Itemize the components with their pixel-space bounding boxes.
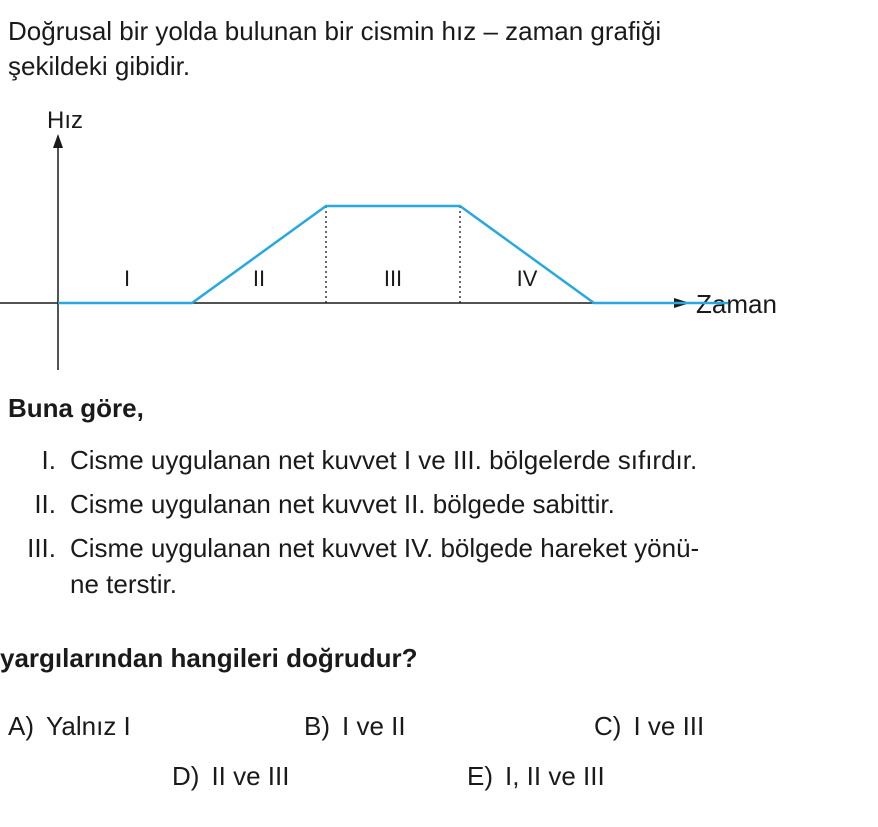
choice-d-letter: D) (172, 761, 200, 791)
choice-a[interactable] (8, 711, 131, 742)
intro-line-1: Doğrusal bir yolda bulunan bir cismin hız – zaman grafiği (8, 16, 662, 46)
statement-3-number: III. (27, 533, 56, 563)
statements-list (0, 443, 878, 599)
choice-b-letter: B) (304, 711, 330, 741)
choice-e[interactable] (467, 761, 605, 792)
statement-3-text: Cisme uygulanan net kuvvet IV. bölgede hareket yönü- (70, 533, 700, 563)
statement-3 (0, 531, 878, 599)
question-prompt: yargılarından hangileri doğrudur? (0, 643, 418, 673)
choice-c-letter: C) (594, 711, 622, 741)
choice-c[interactable] (594, 711, 704, 742)
region-label-1: I (123, 266, 131, 291)
region-label-4: IV (516, 266, 538, 291)
region-label-3: III (383, 266, 403, 291)
choice-a-letter: A) (8, 711, 34, 741)
statement-2-number: II. (34, 489, 56, 519)
choice-d-text: II ve III (211, 761, 290, 791)
choice-e-text: I, II ve III (505, 761, 605, 791)
y-axis-arrow (53, 134, 63, 148)
choice-b-text: I ve II (342, 711, 406, 741)
statement-2 (0, 487, 878, 522)
velocity-time-chart (0, 100, 878, 380)
statement-1-number: I. (41, 445, 56, 475)
buna-gore-heading: Buna göre, (8, 393, 144, 423)
y-axis-label: Hız (47, 107, 83, 134)
statement-1 (0, 443, 878, 478)
choice-d[interactable] (172, 761, 289, 792)
choice-c-text: I ve III (633, 711, 705, 741)
question-intro (8, 14, 858, 84)
choice-e-letter: E) (467, 761, 493, 791)
region-label-2: II (252, 266, 266, 291)
choice-a-text: Yalnız I (46, 711, 131, 741)
intro-line-2: şekildeki gibidir. (8, 51, 191, 81)
choice-b[interactable] (304, 711, 406, 742)
x-axis-label: Zaman (696, 289, 777, 319)
statement-1-text: Cisme uygulanan net kuvvet I ve III. bölgelerde sıfırdır. (70, 445, 698, 475)
statement-2-text: Cisme uygulanan net kuvvet II. bölgede sabittir. (70, 489, 615, 519)
statement-3-continuation: ne terstir. (70, 569, 177, 599)
